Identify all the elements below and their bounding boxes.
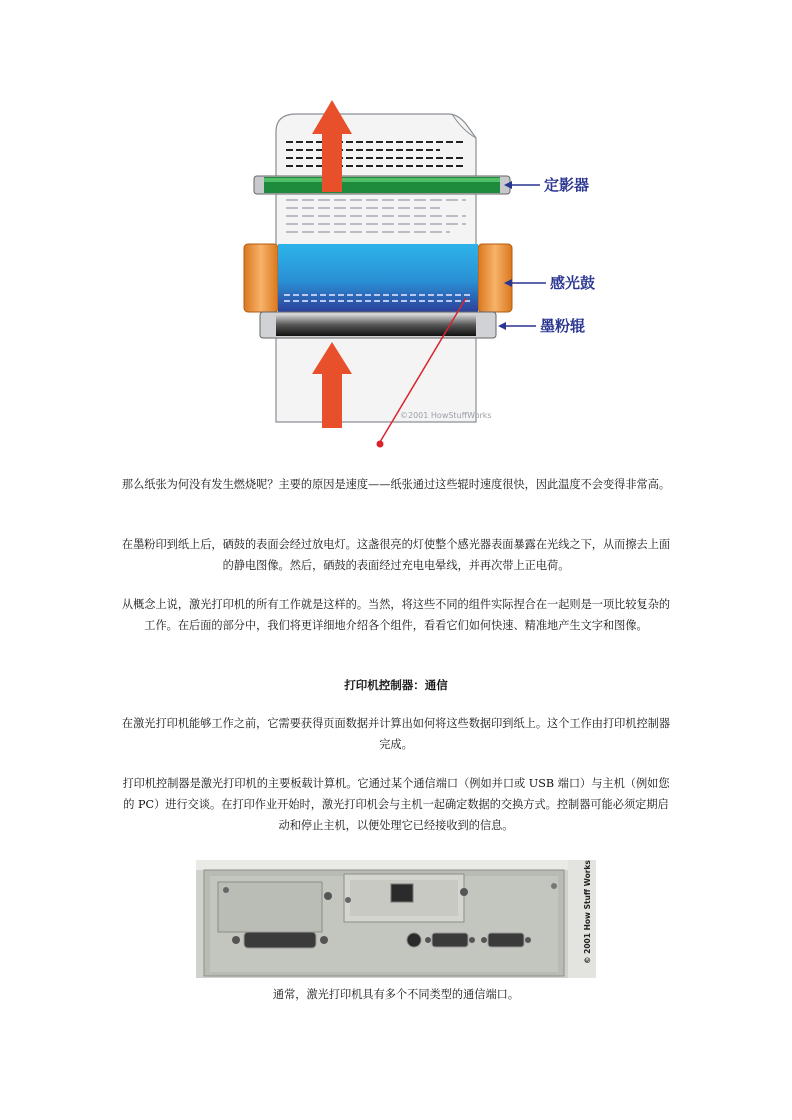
photo-caption: 通常，激光打印机具有多个不同类型的通信端口。 bbox=[272, 988, 520, 1001]
diagram-credit: ©2001 HowStuffWorks bbox=[400, 411, 492, 420]
printer-ports-photo bbox=[196, 860, 596, 978]
drum-label: 感光鼓 bbox=[550, 274, 596, 292]
paragraph-controller-detail: 打印机控制器是激光打印机的主要板载计算机。它通过某个通信端口（例如并口或 USB 端口）与主机（例如您的 PC）进行交谈。在打印作业开始时，激光打印机会与主机一起确定数据的交换方式。控制器可能必须定期启动和停止主机，以便处理它已经接收到的信息。 bbox=[122, 777, 670, 832]
paragraph-speed: 那么纸张为何没有发生燃烧呢？主要的原因是速度——纸张通过这些辊时速度很快，因此温度不会变得非常高。 bbox=[121, 478, 671, 491]
paragraph-controller-intro: 在激光打印机能够工作之前，它需要获得页面数据并计算出如何将这些数据印到纸上。这个工作由打印机控制器完成。 bbox=[121, 717, 671, 751]
drum-cap-left bbox=[244, 244, 278, 312]
laser-printer-diagram bbox=[240, 92, 620, 452]
fuser-roller bbox=[254, 176, 510, 194]
fuser-label: 定影器 bbox=[544, 176, 590, 194]
ethernet-port-icon bbox=[391, 884, 413, 902]
developer-roller bbox=[260, 312, 496, 338]
developer-roller-label: 墨粉辊 bbox=[540, 317, 586, 335]
ps2-port-icon bbox=[407, 933, 421, 947]
serial-port-icon bbox=[425, 933, 475, 947]
drum-cap-right bbox=[478, 244, 512, 312]
paragraph-discharge-lamp: 在墨粉印到纸上后，硒鼓的表面会经过放电灯。这盏很亮的灯使整个感光器表面暴露在光线之下，从而擦去上面的静电图像。然后，硒鼓的表面经过充电电晕线，并再次带上正电荷。 bbox=[121, 538, 671, 572]
serial-port-icon bbox=[481, 933, 531, 947]
photo-credit: © 2001 How Stuff Works bbox=[583, 860, 592, 964]
paragraph-concept: 从概念上说，激光打印机的所有工作就是这样的。当然，将这些不同的组件实际捏合在一起则是一项比较复杂的工作。在后面的部分中，我们将更详细地介绍各个组件，看看它们如何快速、精准地产生文字和图像。 bbox=[121, 598, 671, 632]
parallel-port-icon bbox=[232, 932, 328, 948]
section-heading: 打印机控制器：通信 bbox=[344, 678, 448, 692]
